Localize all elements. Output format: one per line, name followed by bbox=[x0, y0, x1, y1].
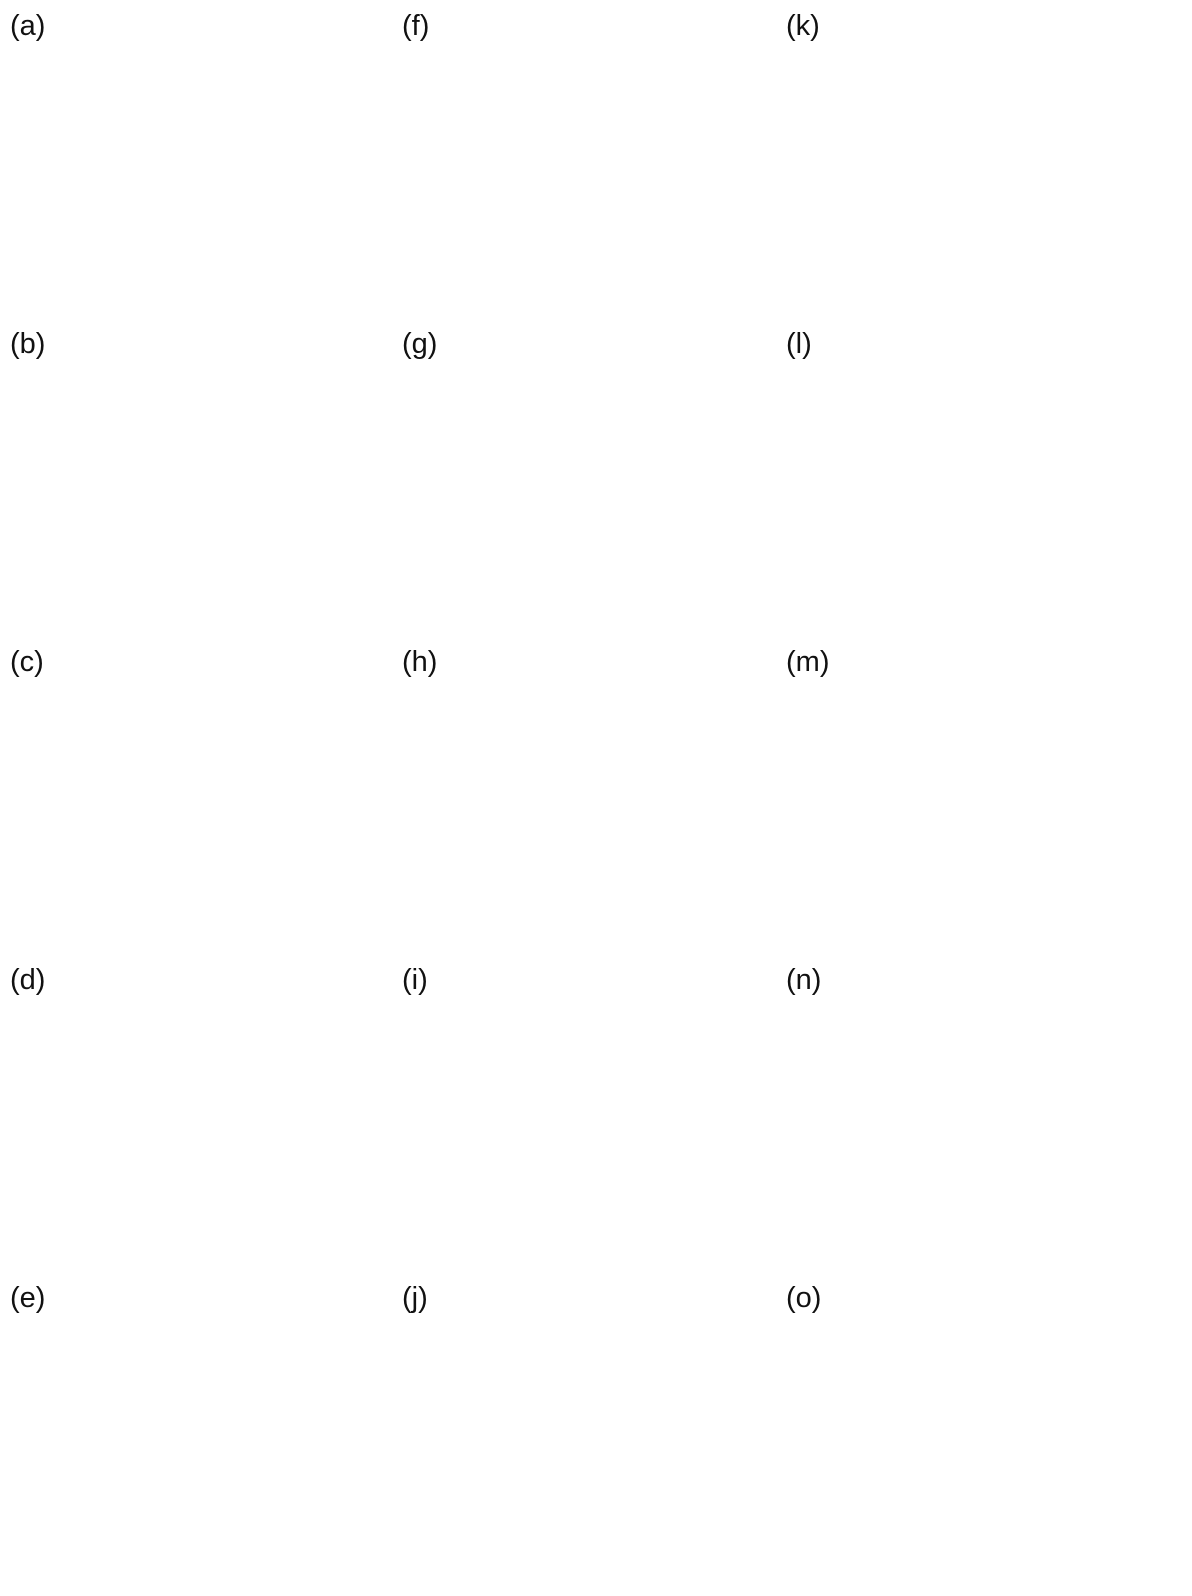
panel-h bbox=[402, 642, 786, 954]
panel-tag-o: (o) bbox=[786, 1282, 822, 1314]
panel-tag-j: (j) bbox=[402, 1282, 428, 1314]
panel-j bbox=[402, 1278, 786, 1590]
panel-tag-e: (e) bbox=[10, 1282, 46, 1314]
panel-n bbox=[786, 960, 1190, 1272]
panel-f bbox=[402, 6, 786, 318]
panel-k bbox=[786, 6, 1190, 318]
panel-g bbox=[402, 324, 786, 636]
panel-e bbox=[10, 1278, 400, 1590]
panel-tag-c: (c) bbox=[10, 646, 44, 678]
panel-tag-f: (f) bbox=[402, 10, 430, 42]
panel-c bbox=[10, 642, 400, 954]
panel-l bbox=[786, 324, 1190, 636]
panel-o bbox=[786, 1278, 1190, 1590]
panel-tag-h: (h) bbox=[402, 646, 438, 678]
panel-tag-m: (m) bbox=[786, 646, 830, 678]
panel-tag-n: (n) bbox=[786, 964, 822, 996]
panel-i bbox=[402, 960, 786, 1272]
panel-tag-l: (l) bbox=[786, 328, 812, 360]
panel-tag-i: (i) bbox=[402, 964, 428, 996]
panel-tag-b: (b) bbox=[10, 328, 46, 360]
panel-a bbox=[10, 6, 400, 318]
panel-tag-a: (a) bbox=[10, 10, 46, 42]
panel-tag-g: (g) bbox=[402, 328, 438, 360]
panel-m bbox=[786, 642, 1190, 954]
panel-tag-k: (k) bbox=[786, 10, 820, 42]
panel-d bbox=[10, 960, 400, 1272]
panel-b bbox=[10, 324, 400, 636]
panel-tag-d: (d) bbox=[10, 964, 46, 996]
